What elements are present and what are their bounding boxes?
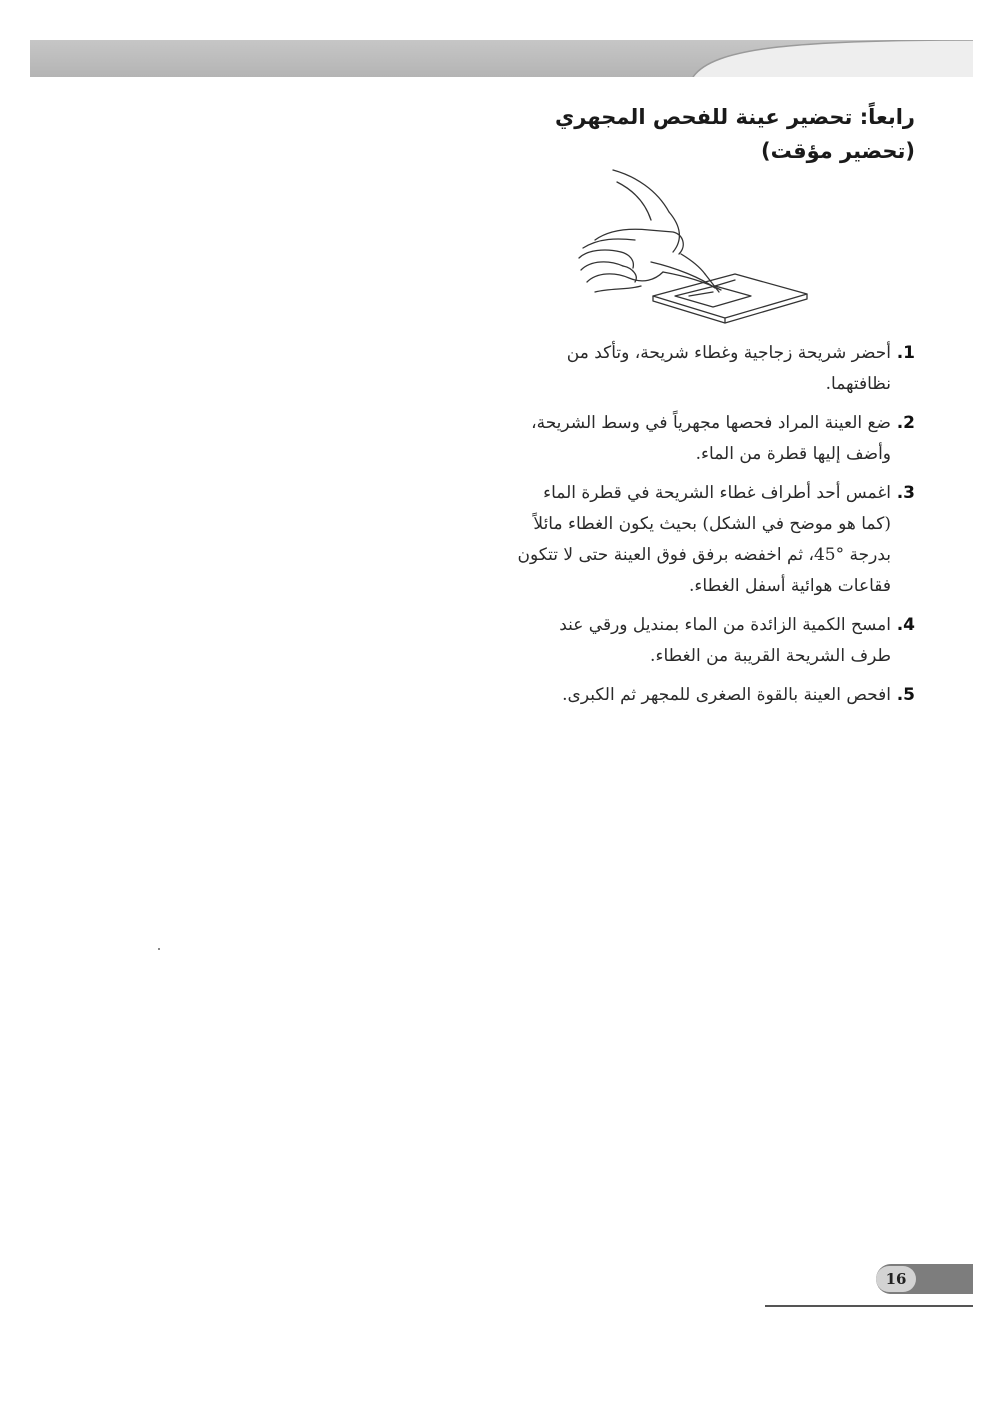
step-number: 5.: [896, 685, 915, 705]
step-number: 1.: [896, 343, 915, 363]
footer-rule: [765, 1305, 973, 1307]
section-title: رابعاً: تحضير عينة للفحص المجهري (تحضير مؤقت): [555, 105, 915, 163]
step-item: [515, 408, 915, 470]
step-number: 3.: [896, 483, 915, 503]
scan-speck: [158, 948, 160, 950]
step-item: [515, 478, 915, 602]
slide-preparation-illustration: [565, 168, 815, 328]
step-text: أحضر شريحة زجاجية وغطاء شريحة، وتأكد من نظافتهما.: [566, 343, 891, 394]
header-band: [30, 40, 973, 77]
step-number: 2.: [896, 413, 915, 433]
step-text: افحص العينة بالقوة الصغرى للمجهر ثم الكبرى.: [562, 685, 891, 705]
step-text: ضع العينة المراد فحصها مجهرياً في وسط الشريحة، وأضف إليها قطرة من الماء.: [531, 413, 891, 464]
step-item: [515, 338, 915, 400]
step-number: 4.: [896, 615, 915, 635]
step-item: [515, 680, 915, 711]
page-number: 16: [876, 1266, 916, 1292]
step-item: [515, 610, 915, 672]
step-text: امسح الكمية الزائدة من الماء بمنديل ورقي عند طرف الشريحة القريبة من الغطاء.: [559, 615, 891, 666]
step-text: اغمس أحد أطراف غطاء الشريحة في قطرة الماء (كما هو موضح في الشكل) بحيث يكون الغطاء مائلاً بدرجة °45، ثم اخفضه برفق فوق العينة حتى لا تتكون فقاعات هوائية أسفل الغطاء.: [517, 483, 891, 596]
steps-list: [515, 338, 915, 719]
header-curve-decoration: [653, 40, 973, 77]
